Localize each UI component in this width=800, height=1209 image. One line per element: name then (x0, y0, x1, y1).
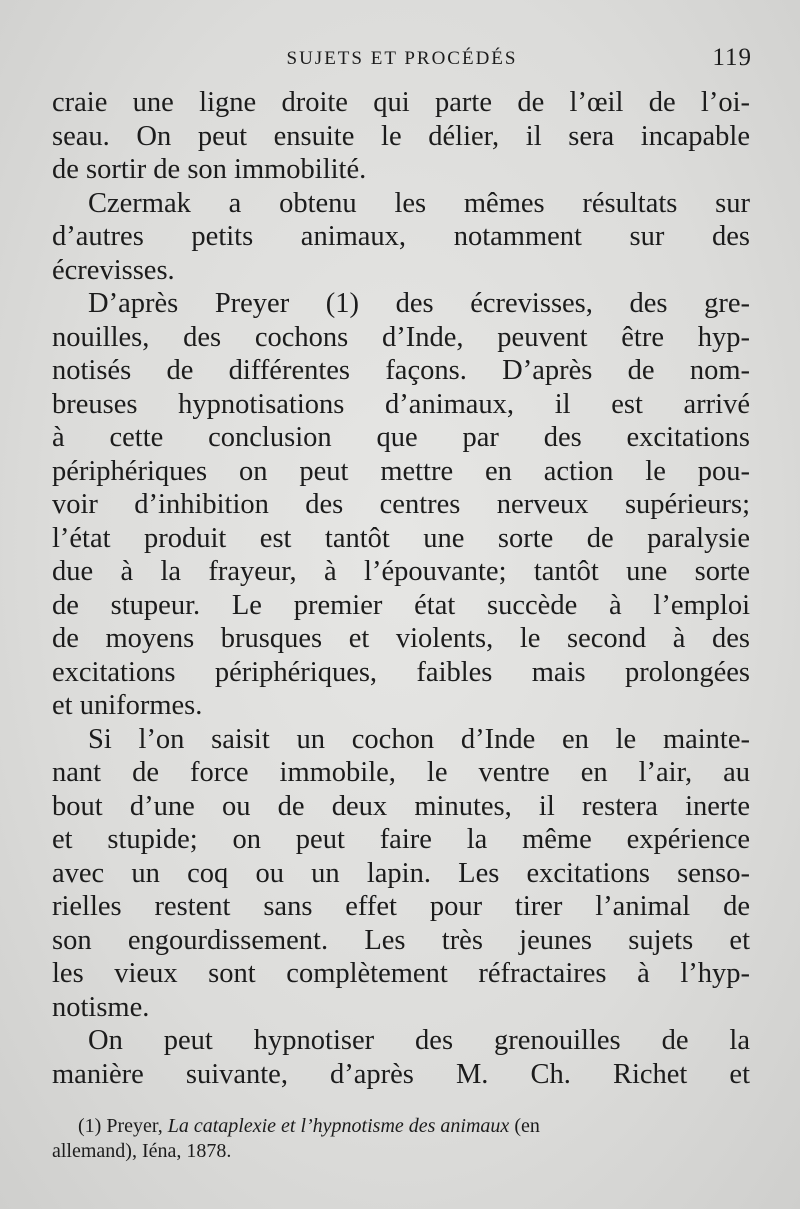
page-number: 119 (712, 44, 752, 71)
text-line: de stupeur. Le premier état succède à l’emploi (52, 589, 750, 621)
text-line: l’état produit est tantôt une sorte de paralysie (52, 522, 750, 554)
text-line: rielles restent sans effet pour tirer l’animal de (52, 891, 750, 922)
running-title: SUJETS ET PROCÉDÉS (286, 48, 518, 69)
footnote-title: La cataplexie et l’hypnotisme des animaux (167, 1115, 510, 1137)
text-line: notisme. (52, 991, 150, 1023)
text-line: D’après Preyer (1) des écrevisses, des gre- (88, 288, 750, 319)
text-line: On peut hypnotiser des grenouilles de la (88, 1025, 750, 1056)
footnote (52, 1114, 758, 1164)
text-line: de moyens brusques et violents, le second à des (52, 623, 750, 654)
text-line: et stupide; on peut faire la même expérience (52, 824, 750, 855)
text-line: notisés de différentes façons. D’après de nom- (52, 355, 750, 386)
text-line: son engourdissement. Les très jeunes sujets et (52, 924, 750, 956)
text-line: d’autres petits animaux, notamment sur des (52, 221, 750, 252)
text-line: excitations périphériques, faibles mais prolongées (52, 656, 750, 688)
text-line: nant de force immobile, le ventre en l’air, au (52, 757, 750, 788)
text-line: Si l’on saisit un cochon d’Inde en le mainte- (88, 723, 750, 755)
text-line: nouilles, des cochons d’Inde, peuvent être hyp- (52, 321, 750, 353)
text-line: manière suivante, d’après M. Ch. Richet et (52, 1058, 750, 1090)
text-line: bout d’une ou de deux minutes, il restera inerte (52, 790, 750, 822)
text-line: et uniformes. (52, 690, 203, 721)
text-line: à cette conclusion que par des excitations (52, 422, 750, 453)
text-line: les vieux sont complètement réfractaires à l’hyp- (52, 958, 750, 989)
text-line: seau. On peut ensuite le délier, il sera incapable (52, 120, 750, 152)
text-line: breuses hypnotisations d’animaux, il est arrivé (52, 388, 750, 420)
text-line: périphériques on peut mettre en action le pou- (52, 455, 750, 487)
body-text (52, 86, 750, 1091)
footnote-line: allemand), Iéna, 1878. (52, 1140, 232, 1162)
text-line: Czermak a obtenu les mêmes résultats sur (88, 187, 750, 219)
text-line: de sortir de son immobilité. (52, 154, 367, 185)
text-line: avec un coq ou un lapin. Les excitations senso- (52, 857, 750, 889)
footnote-marker: (1) Preyer, (78, 1115, 163, 1137)
text-line: écrevisses. (52, 254, 175, 286)
running-head (52, 44, 752, 74)
footnote-line (52, 1114, 758, 1139)
text-line: voir d’inhibition des centres nerveux supérieurs; (52, 489, 750, 520)
text-line: craie une ligne droite qui parte de l’œil de l’oi- (52, 87, 750, 118)
footnote-rest: (en (514, 1115, 540, 1137)
text-line: due à la frayeur, à l’épouvante; tantôt une sorte (52, 556, 750, 587)
